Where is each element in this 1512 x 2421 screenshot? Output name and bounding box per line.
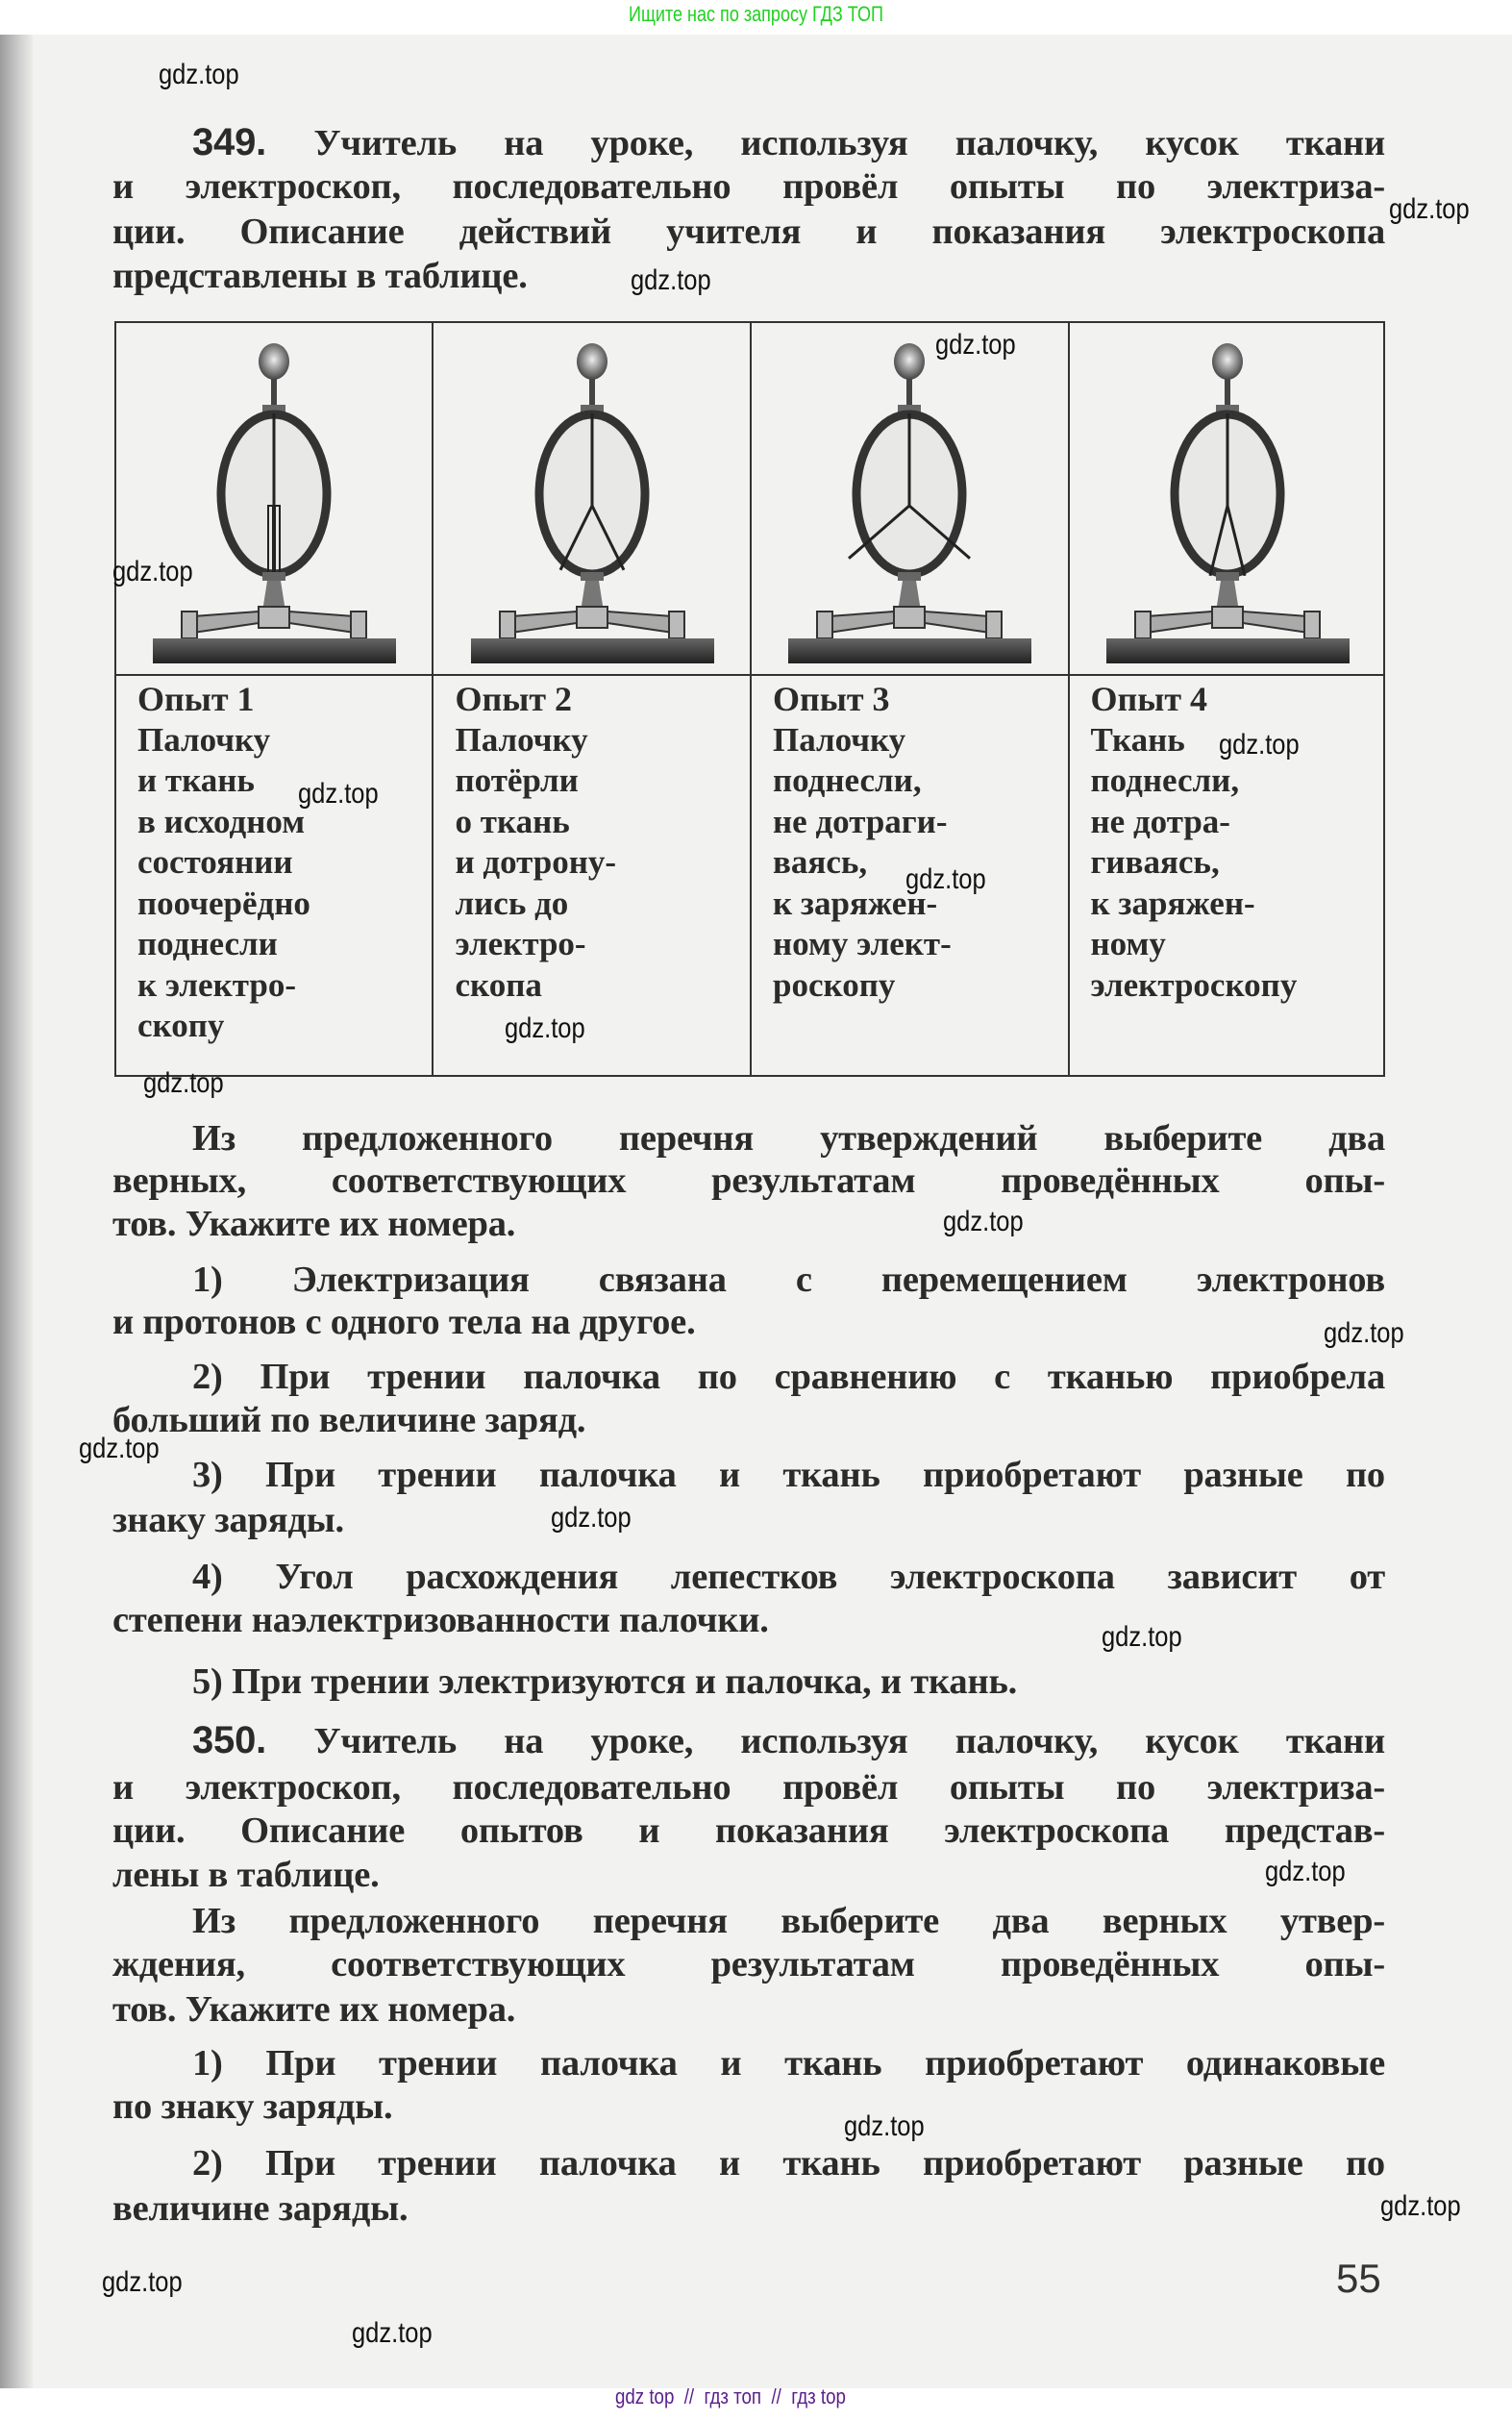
watermark: gdz.top	[101, 2265, 183, 2298]
experiment-description-line: и дотрону-	[455, 843, 617, 881]
page-binding-shadow	[0, 35, 33, 2388]
electroscope-ball	[259, 343, 289, 380]
experiment-description-line: в исходном	[137, 802, 306, 840]
search-banner[interactable]: Ищите нас по запросу ГДЗ ТОП	[629, 2, 883, 26]
watermark: gdz.top	[297, 778, 379, 811]
answer-option: и протонов с одного тела на другое.	[112, 1302, 696, 1343]
experiment-description-line: Палочку	[137, 720, 271, 759]
watermark: gdz.top	[1218, 729, 1300, 761]
table-surface	[1106, 638, 1350, 663]
experiment-description-line: не дотра-	[1090, 802, 1230, 840]
answer-option: 3) При трении палочка и ткань приобретают разные по	[192, 1455, 1385, 1496]
experiment-description-line: к заряжен-	[1090, 884, 1255, 922]
page-number: 55	[1336, 2256, 1381, 2301]
experiment-description-line: ваясь,	[773, 843, 868, 881]
task-349-intro: представлены в таблице.	[112, 256, 528, 297]
experiment-title: Опыт 4	[1090, 680, 1208, 718]
experiment-description-line: не дотраги-	[773, 802, 948, 840]
experiment-description-line: к электро-	[137, 965, 296, 1004]
task-text: Учитель на уроке, используя палочку, кусок ткани	[313, 122, 1385, 163]
table-surface	[471, 638, 714, 663]
electroscope-illustration	[434, 323, 752, 674]
experiment-description-line: поднесли	[137, 925, 278, 962]
task-350-intro	[192, 1718, 1385, 1763]
answer-option: 2) При трении палочка по сравнению с тканью приобрела	[192, 1356, 1385, 1397]
electroscope-illustration	[752, 323, 1069, 674]
electroscope-illustration	[1070, 323, 1387, 674]
experiment-description-line: скопа	[455, 965, 542, 1004]
watermark: gdz.top	[550, 1502, 632, 1535]
experiment-description-line: электро-	[455, 925, 586, 962]
experiment-description-line: и ткань	[137, 761, 255, 799]
experiment-description-line: Палочку	[455, 720, 588, 759]
task-350-intro: ции. Описание опытов и показания электроскопа представ-	[112, 1810, 1385, 1851]
watermark: gdz.top	[905, 862, 986, 895]
watermark: gdz.top	[159, 59, 239, 91]
experiment-description-line: ному элект-	[773, 925, 952, 962]
answer-option: 4) Угол расхождения лепестков электроскопа зависит от	[192, 1557, 1385, 1598]
task-350-question: тов. Укажите их номера.	[112, 1988, 516, 2030]
experiment-description-line: поднесли,	[1090, 761, 1240, 799]
experiment-title: Опыт 2	[455, 680, 573, 718]
watermark: gdz.top	[1265, 1855, 1346, 1887]
task-350-intro: лены в таблице.	[112, 1855, 380, 1896]
experiment-description-line: о ткань	[455, 802, 570, 840]
watermark: gdz.top	[1388, 193, 1470, 226]
experiment-description-line: лись до	[455, 884, 569, 922]
watermark: gdz.top	[351, 2316, 433, 2349]
electroscope-ball	[1212, 343, 1243, 380]
experiment-cell	[1091, 679, 1399, 1006]
watermark: gdz.top	[143, 1066, 224, 1099]
experiment-cell	[773, 679, 1080, 1006]
experiment-title: Опыт 3	[773, 680, 890, 718]
watermark: gdz.top	[843, 2109, 925, 2142]
watermark: gdz.top	[1324, 1316, 1404, 1349]
task-number: 350.	[192, 1719, 267, 1762]
electroscope-ball	[577, 343, 607, 380]
answer-option: больший по величине заряд.	[112, 1399, 586, 1440]
footer-links[interactable]: gdz top // гдз топ // гдз top	[615, 2384, 846, 2409]
experiment-description-line: к заряжен-	[773, 884, 938, 922]
experiment-description-line: Палочку	[773, 720, 906, 759]
answer-option: 1) Электризация связана с перемещением электронов	[192, 1259, 1385, 1300]
table-surface	[153, 638, 396, 663]
row-divider	[116, 674, 1383, 676]
task-349-intro	[192, 120, 1385, 165]
task-349-intro: и электроскоп, последовательно провёл опыты по электриза-	[112, 166, 1385, 208]
watermark: gdz.top	[112, 556, 193, 588]
answer-option: знаку заряды.	[112, 1499, 344, 1540]
experiment-description-line: состоянии	[137, 843, 293, 881]
watermark: gdz.top	[504, 1012, 585, 1045]
experiment-description-line: ному	[1090, 925, 1166, 962]
experiment-title: Опыт 1	[137, 680, 255, 718]
task-number: 349.	[192, 120, 267, 163]
watermark: gdz.top	[934, 329, 1016, 362]
answer-option: по знаку заряды.	[112, 2085, 393, 2127]
watermark: gdz.top	[1101, 1620, 1182, 1653]
experiment-description-line: гиваясь,	[1090, 843, 1220, 881]
task-350-intro: и электроскоп, последовательно провёл опыты по электриза-	[112, 1766, 1385, 1808]
answer-option: 5) При трении электризуются и палочка, и ткань.	[192, 1661, 1018, 1703]
task-349-question: Из предложенного перечня утверждений выберите два	[192, 1118, 1385, 1160]
experiment-description-line: скопу	[137, 1007, 225, 1044]
answer-option: 1) При трении палочка и ткань приобретают одинаковые	[192, 2042, 1385, 2084]
table-surface	[788, 638, 1031, 663]
experiment-description-line: электроскопу	[1090, 965, 1298, 1004]
answer-option: 2) При трении палочка и ткань приобретают разные по	[192, 2143, 1385, 2184]
experiment-description-line: Ткань	[1090, 720, 1185, 759]
experiments-table	[114, 321, 1385, 1077]
task-349-question: тов. Укажите их номера.	[112, 1203, 516, 1244]
electroscope-illustration	[116, 323, 434, 674]
experiment-cell	[137, 679, 445, 1047]
watermark: gdz.top	[942, 1205, 1024, 1237]
electroscope-ball	[894, 343, 925, 380]
watermark: gdz.top	[631, 263, 712, 296]
answer-option: степени наэлектризованности палочки.	[112, 1600, 769, 1641]
experiment-cell	[456, 679, 763, 1006]
task-350-question: ждения, соответствующих результатам проведённых опы-	[112, 1944, 1385, 1985]
task-349-question: верных, соответствующих результатам проведённых опы-	[112, 1160, 1385, 1201]
task-text: Учитель на уроке, используя палочку, кусок ткани	[313, 1721, 1385, 1762]
watermark: gdz.top	[1380, 2189, 1462, 2222]
answer-option: величине заряды.	[112, 2187, 409, 2229]
task-350-question: Из предложенного перечня выберите два верных утвер-	[192, 1901, 1385, 1942]
task-349-intro: ции. Описание действий учителя и показания электроскопа	[112, 211, 1385, 252]
watermark: gdz.top	[78, 1432, 160, 1464]
experiment-description-line: роскопу	[773, 965, 896, 1004]
experiment-description-line: поднесли,	[773, 761, 922, 799]
experiment-description-line: поочерёдно	[137, 884, 310, 922]
experiment-description-line: потёрли	[455, 761, 579, 799]
